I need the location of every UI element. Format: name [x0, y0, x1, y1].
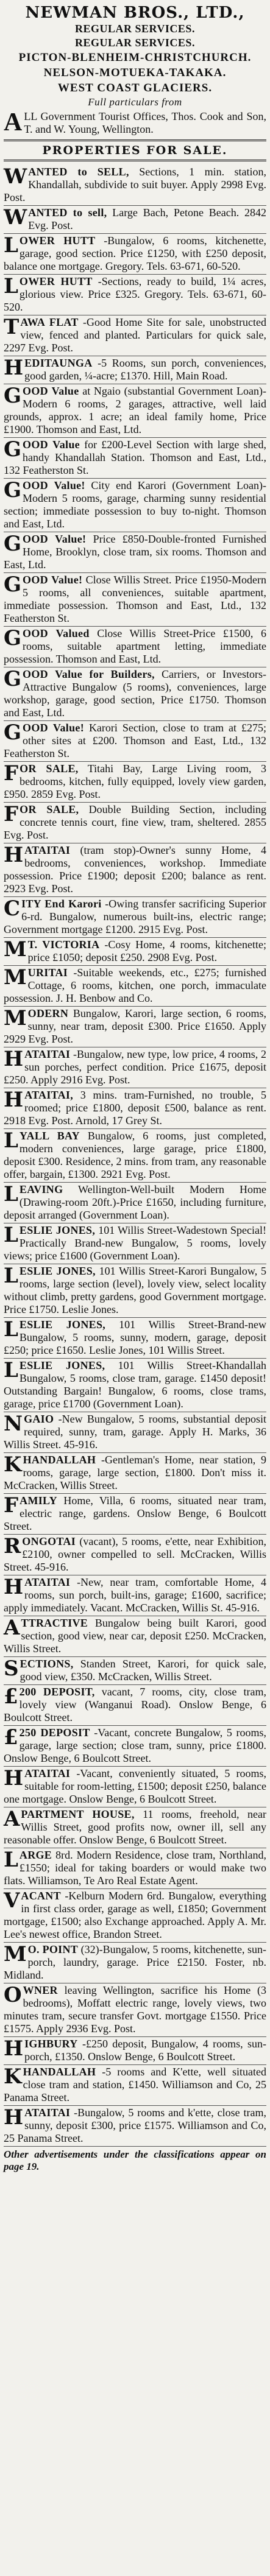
listing-item	[4, 762, 266, 803]
listing-dropcap: M	[4, 1006, 27, 1030]
listing-text: at Ngaio (substantial Government Loan)-Modern 6 rooms, 2 garages, attractive, well laid grounds, approx. 1 acre; an ideal family home, Price £1900. Thomson and East, Ltd.	[4, 385, 266, 435]
listing-item	[4, 1412, 266, 1453]
listing-item	[4, 479, 266, 532]
listing-text: Bungalow being built Karori, good section, good view, near car, deposit £250. McCracken, Willis Street.	[4, 1617, 267, 1655]
listing-text: (32)-Bungalow, 5 rooms, kitchenette, sun-porch, laundry, garage. Price £2150. Foster, nb. Midland.	[4, 1943, 266, 1981]
listing-lead: EDITAUNGA	[24, 357, 93, 369]
listing-dropcap: L	[4, 1264, 18, 1288]
listing-dropcap: £	[4, 1725, 18, 1750]
listing-text: -Cosy Home, 4 rooms, kitchenette; price £1050; deposit £250. 2908 Evg. Post.	[27, 938, 266, 963]
listing-item	[4, 1183, 266, 1223]
listing-dropcap: A	[4, 1807, 20, 1831]
listing-dropcap: L	[4, 1223, 18, 1247]
listing-text: -Vacant, concrete Bungalow, 5 rooms, garage, large section; close tram, sunny, price £1800. Onslow Benge, 6 Boulcott Street.	[4, 1726, 266, 1764]
listing-item	[4, 627, 266, 667]
listing-lead: ATAITAI	[24, 1576, 71, 1588]
listing-text: leaving Wellington, sacrifice his Home (3 bedrooms), Moffatt electric range, lovely views, two minutes tram, secure transfer Govt. mortgage £1550. Price £1575. Apply 2936 Evg. Post.	[4, 1984, 267, 2035]
listing-item	[4, 2065, 266, 2106]
listing-lead: ATAITAI,	[24, 1089, 74, 1101]
advert-dropcap: A	[4, 108, 23, 136]
listing-dropcap: S	[4, 1656, 19, 1681]
listing-dropcap: F	[4, 802, 19, 826]
listing-dropcap: H	[4, 2105, 24, 2130]
listing-text: 101 Willis Street-Brand-new Bungalow, 5 rooms, sunny, modern, garage, deposit £250; price £1650. Leslie Jones, 101 Willis Street.	[4, 1318, 267, 1356]
listing-text: Titahi Bay, Large Living room, 3 bedrooms, kitchen, fully equipped, lovely view garden, £950. 2859 Evg. Post.	[4, 762, 266, 800]
listing-item	[4, 438, 266, 479]
listing-dropcap: L	[4, 1848, 18, 1872]
listing-text: -New Bungalow, 5 rooms, substantial deposit required, sunny, tram, garage. Apply H. Marks, 36 Willis Street. 45-916.	[4, 1413, 267, 1451]
listing-lead: ANTED to sell,	[28, 206, 107, 219]
listing-dropcap: V	[4, 1888, 20, 1913]
listing-item	[4, 1575, 266, 1616]
listing-lead: OOD Value	[23, 438, 80, 451]
listing-lead: OOD Value!	[23, 722, 84, 734]
listing-dropcap: M	[4, 1942, 27, 1966]
listing-lead: O. POINT	[27, 1943, 79, 1955]
listing-dropcap: K	[4, 1452, 22, 1477]
listing-item	[4, 275, 266, 315]
listing-lead: OR SALE,	[20, 803, 79, 815]
listing-dropcap: C	[4, 896, 21, 921]
listing-dropcap: L	[4, 1128, 18, 1153]
listing-text: -Gentleman's Home, near station, 9 rooms, garage, large section, £1800. Don't miss it. McCracken, Willis Street.	[4, 1454, 267, 1491]
listing-lead: 200 DEPOSIT,	[19, 1686, 95, 1698]
listing-item	[4, 1047, 266, 1088]
listing-item	[4, 165, 266, 206]
advert-line-5: WEST COAST GLACIERS.	[57, 82, 213, 94]
advert-body	[4, 110, 266, 136]
listing-text: 8rd. Modern Residence, close tram, Northland, £1550; ideal for taking boarders or would make two flats. Williamson, Te Aro Real Estate Agent.	[4, 1849, 267, 1887]
listing-item	[4, 897, 266, 938]
listing-item	[4, 2037, 266, 2065]
listing-dropcap: G	[4, 478, 22, 502]
listing-item	[4, 1616, 266, 1657]
listing-text: Close Willis Street-Price £1500, 6 rooms, suitable apartment letting, immediate possession. Thomson and East, Ltd.	[4, 627, 267, 665]
listing-lead: OR SALE,	[20, 762, 79, 775]
listing-lead: OOD Value!	[23, 574, 83, 586]
listing-text: for £200-Level Section with large shed, handy Khandallah Station. Thomson and East, Ltd., 132 Featherston St.	[4, 438, 267, 476]
listing-item	[4, 2106, 266, 2147]
listing-text: Sections, 1 min. station, Khandallah, subdivide to suit buyer. Apply 2998 Evg. Post.	[4, 166, 267, 203]
listing-item	[4, 1318, 266, 1359]
listing-lead: ESLIE JONES,	[19, 1318, 106, 1331]
listing-dropcap: G	[4, 720, 22, 745]
listing-item	[4, 1129, 266, 1183]
advert-line-3: PICTON-BLENHEIM-CHRISTCHURCH.	[18, 51, 252, 64]
listing-item	[4, 1359, 266, 1412]
listing-lead: ESLIE JONES,	[19, 1359, 105, 1371]
listing-text: -Vacant, conveniently situated, 5 rooms, suitable for room-letting, £1500; deposit £250, balance one mortgage. Onslow Benge, 6 Boulcott Street.	[4, 1767, 266, 1805]
listing-dropcap: W	[4, 205, 27, 230]
listing-lead: OOD Value!	[23, 533, 87, 545]
listing-lead: OOD Value!	[23, 479, 85, 491]
listing-lead: HANDALLAH	[23, 2066, 96, 2078]
listing-text: 101 Willis Street-Karori Bungalow, 5 rooms, large section (level), lovely view, select locality without climb, pretty gardens, good Government mortgage. Price £1750. Leslie Jones.	[4, 1265, 266, 1315]
listing-item	[4, 206, 266, 234]
listing-text: vacant, 7 rooms, city, close tram, lovely view (Wanganui Road). Onslow Benge, 6 Boulcott Street.	[4, 1686, 266, 1723]
listing-dropcap: G	[4, 384, 22, 408]
listing-text: 11 rooms, freehold, near Willis Street, good profits now, owner ill, sell any reasonable offer. Onslow Benge, 6 Boulcott Street.	[4, 1808, 267, 1846]
listing-text: -£250 deposit, Bungalow, 4 rooms, sun-porch, £1350. Onslow Benge, 6 Boulcott Street.	[24, 2038, 266, 2063]
listing-dropcap: G	[4, 667, 22, 691]
listing-text: Close Willis Street. Price £1950-Modern 5 rooms, all conveniences, suitable apartment, immediate possession. Thomson and East, Ltd., 132 Featherston St.	[4, 574, 267, 624]
listing-lead: ATAITAI	[24, 2106, 71, 2119]
listing-text: -Good Home Site for sale, unobstructed view, fenced and planted. Particulars for quick sale, 2297 Evg. Post.	[4, 316, 267, 354]
listing-dropcap: H	[4, 1088, 24, 1112]
listing-item	[4, 667, 266, 721]
listing-dropcap: L	[4, 274, 18, 298]
listing-text: -Bungalow, 5 rooms and k'ette, close tram, sunny, deposit £300, price £1575. Williamson and Co, 25 Panama Street.	[4, 2106, 266, 2144]
listing-text: Price £850-Double-fronted Furnished Home, Brooklyn, close tram, six rooms. Thomson and East, Ltd.	[4, 533, 266, 571]
listing-item	[4, 1264, 266, 1318]
listing-item	[4, 1983, 266, 2037]
listing-lead: HANDALLAH	[23, 1454, 96, 1466]
listing-lead: ESLIE JONES,	[19, 1224, 96, 1236]
listing-item	[4, 1223, 266, 1264]
listing-dropcap: A	[4, 1616, 20, 1640]
listing-lead: OWER HUTT	[19, 234, 96, 247]
listing-lead: ONGOTAI	[22, 1535, 76, 1547]
listing-item	[4, 1767, 266, 1807]
listing-lead: OWER HUTT	[19, 275, 93, 287]
listing-lead: ATAITAI	[24, 1767, 71, 1779]
listing-item	[4, 384, 266, 438]
listing-lead: OOD Valued	[23, 627, 90, 639]
listing-text: -Bungalow, 6 rooms, kitchenette, garage, good section. Price £1250, with £250 deposit, balance one mortgage. Gregory. Tels. 63-671, 60-520.	[4, 234, 267, 272]
listing-dropcap: H	[4, 1575, 24, 1599]
listing-lead: OOD Value	[23, 385, 79, 397]
listing-item	[4, 1807, 266, 1848]
listing-text: 101 Willis Street-Wadestown Special! Practically Brand-new Bungalow, 5 rooms, lovely views; price £1600 (Government Loan).	[4, 1224, 267, 1262]
listing-text: -5 Rooms, sun porch, conveniences, good garden, ¼-acre; £1370. Hill, Main Road.	[24, 357, 266, 382]
listing-text: -Owing transfer sacrificing Superior 6-rd. Bungalow, numerous built-ins, electric range; Government mortgage £1200. 2915 Evg. Post.	[4, 898, 267, 935]
listing-item	[4, 1848, 266, 1889]
listing-text: 101 Willis Street-Khandallah Bungalow, 5 rooms, close tram, garage. £1450 deposit! Outstanding Bargain! Bungalow, 6 rooms, close trams, garage, price £1700 (Government Loan).	[4, 1359, 267, 1410]
listing-text: -Bungalow, new type, low price, 4 rooms, 2 sun porches, perfect condition. Price £1675, deposit £250. Apply 2916 Evg. Post.	[4, 1048, 266, 1086]
listing-text: Home, Villa, 6 rooms, situated near tram, electric range, gardens. Onslow Benge, 6 Boulcott Street.	[4, 1494, 266, 1532]
listing-dropcap: F	[4, 761, 19, 786]
listing-dropcap: G	[4, 572, 22, 597]
listing-dropcap: G	[4, 532, 22, 556]
advert-line-6: Full particulars from	[88, 96, 182, 108]
listing-dropcap: M	[4, 937, 27, 962]
listing-lead: ESLIE JONES,	[19, 1265, 96, 1277]
listing-dropcap: H	[4, 1047, 24, 1071]
footer-note: Other advertisements under the classifications appear on page 19.	[4, 2148, 266, 2172]
listing-text: (vacant), 5 rooms, e'ette, near Exhibition, £2100, owner compelled to sell. McCracken, Willis Street. 45-916.	[4, 1535, 266, 1573]
listing-dropcap: N	[4, 1412, 23, 1436]
advert-line-2: REGULAR SERVICES.	[75, 37, 195, 49]
listing-item	[4, 532, 266, 573]
listing-lead: YALL BAY	[19, 1130, 80, 1142]
listing-lead: WNER	[23, 1984, 58, 1996]
listing-dropcap: H	[4, 1766, 24, 1790]
listing-item	[4, 1943, 266, 1983]
listing-dropcap: T	[4, 315, 20, 339]
listing-text: -Sections, ready to build, 1¼ acres, glorious view. Price £325. Gregory. Tels. 63-671, 60-520.	[4, 275, 266, 313]
listing-item	[4, 315, 266, 356]
advert-line-1: REGULAR SERVICES.	[75, 23, 195, 35]
listing-lead: ACANT	[21, 1890, 61, 1902]
listing-lead: PARTMENT HOUSE,	[21, 1808, 135, 1820]
listing-lead: URITAI	[27, 966, 68, 979]
listing-lead: ITY End Karori	[21, 898, 102, 910]
listing-lead: GAIO	[24, 1413, 54, 1425]
listing-text: 3 mins. tram-Furnished, no trouble, 5 roomed; price £1800, deposit £500, balance as rent. 2918 Evg. Post. Arnold, 17 Grey St.	[4, 1089, 266, 1127]
listing-dropcap: M	[4, 965, 27, 990]
listing-lead: T. VICTORIA	[27, 938, 100, 951]
listing-text: -Suitable weekends, etc., £275; furnished Cottage, 6 rooms, kitchen, one porch, immaculate possession. J. H. Benbow and Co.	[4, 966, 267, 1004]
advert-title: NEWMAN BROS., LTD.,	[25, 4, 245, 22]
listing-lead: OOD Value for Builders,	[23, 668, 155, 680]
listing-dropcap: O	[4, 1983, 22, 2007]
listing-lead: AWA FLAT	[20, 316, 79, 328]
listing-item	[4, 1494, 266, 1535]
listing-lead: ATAITAI	[24, 844, 71, 856]
listing-item	[4, 1889, 266, 1943]
listing-text: -Kelburn Modern 6rd. Bungalow, everything in first class order, garage as well, £1850; Government mortgage, £1500; also Exchange approached. Apply A. Mr. Lee's newest office, Brandon Street.	[4, 1890, 266, 1940]
listing-lead: ODERN	[27, 1007, 69, 1019]
property-listings	[4, 165, 266, 2147]
listing-dropcap: £	[4, 1684, 18, 1709]
listing-item	[4, 1453, 266, 1494]
listing-item	[4, 234, 266, 275]
listing-item	[4, 721, 266, 762]
listing-text: Standen Street, Karori, for quick sale, good view, £350. McCracken, Willis Street.	[20, 1658, 267, 1683]
listing-dropcap: H	[4, 356, 24, 380]
listing-item	[4, 1535, 266, 1575]
listing-lead: AMILY	[20, 1494, 57, 1507]
listing-dropcap: F	[4, 1493, 19, 1518]
listing-dropcap: G	[4, 437, 22, 462]
listing-text: -5 rooms and K'ette, well situated close tram and station, £1450. Williamson and Co, 25 Panama Street.	[4, 2066, 267, 2103]
listing-lead: 250 DEPOSIT	[19, 1726, 90, 1739]
listing-item	[4, 356, 266, 384]
listing-text: (tram stop)-Owner's sunny Home, 4 bedrooms, conveniences, workshop. Immediate possession. Price £1900; deposit £200; balance as rent. 2923 Evg. Post.	[4, 844, 267, 895]
section-header: PROPERTIES FOR SALE.	[4, 139, 266, 161]
listing-dropcap: R	[4, 1534, 21, 1558]
newman-bros-advert	[4, 4, 266, 109]
listing-text: -New, near tram, comfortable Home, 4 rooms, sun porch, built-ins, garage; £1600, sacrifice; apply immediately. Vacant. McCracken, Willis St. 45-916.	[4, 1576, 266, 1614]
listing-text: Large Bach, Petone Beach. 2842 Evg. Post.	[28, 206, 267, 231]
listing-item	[4, 1007, 266, 1047]
listing-dropcap: H	[4, 2036, 24, 2061]
listing-lead: IGHBURY	[24, 2038, 78, 2050]
listing-dropcap: K	[4, 2064, 22, 2089]
listing-lead: EAVING	[19, 1183, 63, 1195]
listing-item	[4, 966, 266, 1007]
listing-lead: ANTED to SELL,	[28, 166, 129, 178]
listing-dropcap: L	[4, 233, 18, 258]
listing-dropcap: H	[4, 843, 24, 867]
listing-text: Bungalow, Karori, large section, 6 rooms, sunny, near tram, deposit £300. Price £1650. Apply 2929 Evg. Post.	[4, 1007, 266, 1045]
advert-line-4: NELSON-MOTUEKA-TAKAKA.	[43, 66, 227, 79]
listing-text: Carriers, or Investors-Attractive Bungalow (5 rooms), conveniences, large workshop, garage, good section, Price £1750. Thomson and East, Ltd.	[4, 668, 266, 719]
listing-dropcap: L	[4, 1358, 18, 1382]
listing-item	[4, 1657, 266, 1685]
listing-text: Bungalow, 6 rooms, just completed, modern conveniences, large garage, price £1800, deposit £300. Residence, 2 mins. from tram, any reasonable offer, bargain, £1300. 2921 Evg. Post.	[4, 1130, 266, 1180]
listing-lead: ATAITAI	[24, 1048, 71, 1060]
listing-text: Double Building Section, including concrete tennis court, fine view, tram, sheltered. 2855 Evg. Post.	[4, 803, 267, 841]
advert-body-text: LL Government Tourist Offices, Thos. Cook and Son, T. and W. Young, Wellington.	[24, 110, 266, 135]
listing-item	[4, 1088, 266, 1129]
listing-item	[4, 843, 266, 897]
listing-text: Wellington-Well-built Modern Home (Drawing-room 20ft.)-Price £1650, including furniture, deposit arranged (Government Loan).	[4, 1183, 266, 1221]
listing-item	[4, 938, 266, 966]
listing-dropcap: L	[4, 1317, 18, 1342]
listing-dropcap: W	[4, 164, 27, 189]
listing-lead: ARGE	[19, 1849, 52, 1861]
listing-text: Karori Section, close to tram at £275; other sites at £200. Thomson and East, Ltd., 132 Featherston St.	[4, 722, 266, 759]
listing-lead: TTRACTIVE	[21, 1617, 88, 1629]
listing-lead: ECTIONS,	[20, 1658, 74, 1670]
listing-item	[4, 1685, 266, 1726]
listing-item	[4, 1726, 266, 1767]
listing-dropcap: G	[4, 626, 22, 650]
listing-text: City end Karori (Government Loan)-Modern 5 rooms, garage, charming sunny residential section; immediate possession to buy to-night. Thomson and East, Ltd.	[4, 479, 266, 530]
listing-item	[4, 803, 266, 843]
listing-dropcap: L	[4, 1182, 18, 1206]
listing-item	[4, 573, 266, 627]
